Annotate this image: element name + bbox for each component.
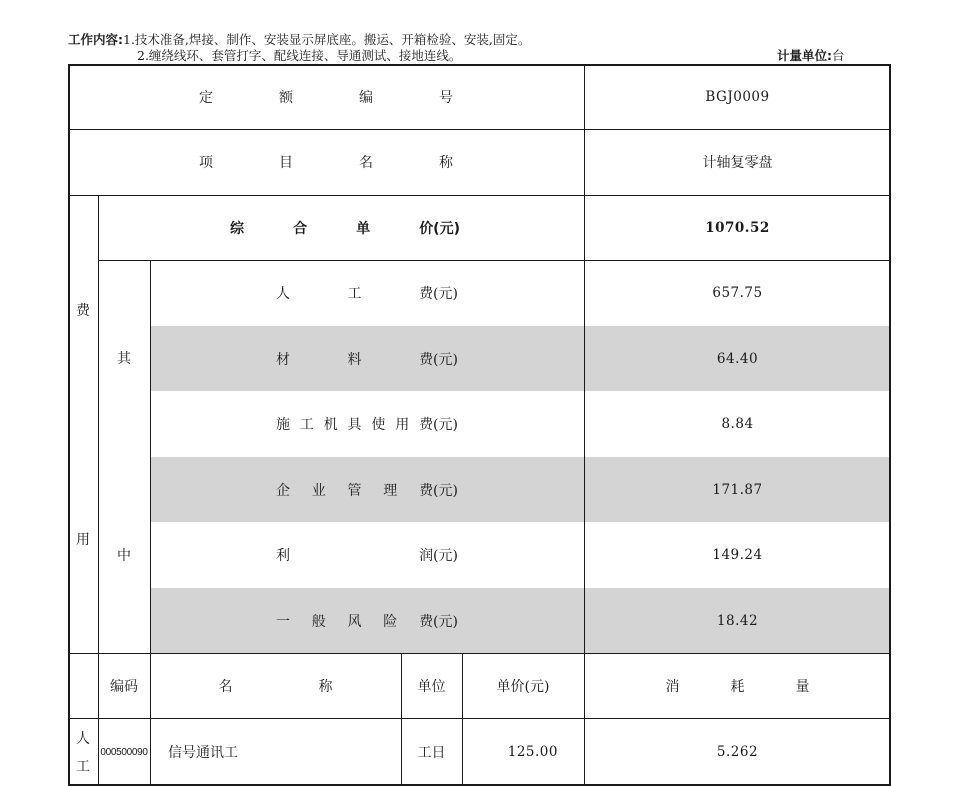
management-fee-label (150, 457, 584, 522)
label-char: 材 (276, 351, 290, 368)
label-char: 合 (293, 220, 308, 237)
label-char: 称 (439, 155, 453, 171)
label-char: 具 (347, 417, 362, 433)
label-char: 额 (279, 89, 293, 106)
row-consumption: 5.262 (716, 744, 759, 760)
item-name-label (68, 129, 584, 195)
vline-price (462, 653, 463, 786)
label-char: 润(元) (419, 548, 458, 564)
labor-category (68, 718, 98, 786)
work-content-line1: 1.技术准备,焊接、制作、安装显示屏底座。搬运、开箱检验、安装,固定。 (123, 32, 531, 47)
label-char: 量 (795, 678, 810, 695)
label-char: 业 (311, 482, 326, 499)
vline-fee (98, 195, 99, 786)
label-char: 综 (230, 220, 244, 237)
label-char: 费(元) (419, 286, 458, 302)
label-char: 中 (117, 547, 131, 564)
label-char: 耗 (730, 678, 745, 695)
hline (68, 718, 891, 719)
label-char: 工 (76, 759, 90, 775)
work-content-label: 工作内容: (68, 32, 123, 47)
row-name: 信号通讯工 (168, 745, 238, 761)
label-char: 工 (299, 417, 314, 433)
work-content-line2: 2.缠绕线环、套管打字、配线连接、导通测试、接地连线。 (137, 48, 462, 63)
measure-unit (777, 46, 845, 64)
row-code: 000500090 (100, 746, 148, 758)
label-char: 费 (76, 302, 90, 319)
label-char: 费(元) (419, 417, 458, 433)
label-char: 费(元) (419, 482, 458, 499)
management-fee-value: 171.87 (712, 481, 763, 498)
label-char: 般 (311, 613, 326, 630)
quota-table (68, 64, 891, 786)
material-fee-label (150, 326, 584, 391)
label-char: 项 (199, 155, 213, 171)
label-char: 目 (279, 155, 293, 171)
border-right (889, 64, 891, 786)
total-price-label (98, 195, 584, 260)
border-left (68, 64, 70, 786)
label-char: 称 (318, 678, 333, 695)
label-char: 用 (395, 417, 410, 433)
label-char: 名 (218, 678, 233, 695)
label-char: 险 (383, 613, 398, 630)
label-char: 费(元) (419, 351, 458, 368)
row-unit-price: 125.00 (507, 744, 558, 760)
label-char: 其 (117, 351, 131, 368)
hline (98, 260, 891, 261)
machinery-fee-label (150, 391, 584, 457)
label-char: 定 (199, 89, 213, 106)
among-label (98, 260, 150, 653)
label-char: 消 (665, 678, 680, 695)
vline-unit (401, 653, 402, 786)
material-fee-value: 64.40 (716, 350, 759, 367)
divider-value-col (584, 64, 585, 653)
item-name-value: 计轴复零盘 (702, 155, 773, 171)
hline (68, 195, 891, 196)
risk-fee-value: 18.42 (716, 612, 759, 629)
hline (68, 653, 891, 654)
label-char: 单 (356, 220, 371, 237)
label-char: 人 (76, 731, 90, 747)
label-char: 机 (323, 417, 338, 433)
label-char: 理 (383, 482, 398, 499)
row-unit: 工日 (417, 745, 446, 761)
col-consumption (584, 653, 891, 718)
measure-unit-value: 台 (832, 48, 845, 63)
machinery-fee-value: 8.84 (721, 416, 754, 432)
label-char: 人 (276, 286, 290, 302)
total-price-value: 1070.52 (705, 219, 770, 236)
col-unit: 单位 (417, 678, 446, 695)
label-char: 管 (347, 482, 362, 499)
col-name (150, 653, 401, 718)
label-char: 名 (359, 155, 373, 171)
label-char: 费(元) (419, 613, 458, 630)
vline-consumption (584, 653, 585, 786)
label-char: 号 (439, 89, 453, 106)
quota-code-label (68, 64, 584, 129)
profit-label (150, 522, 584, 588)
labor-fee-value: 657.75 (712, 285, 763, 301)
hline (68, 129, 891, 130)
label-char: 编 (359, 89, 373, 106)
risk-fee-label (150, 588, 584, 653)
measure-unit-label: 计量单位: (777, 48, 832, 63)
label-char: 施 (276, 417, 290, 433)
quota-code-value: BGJ0009 (705, 88, 770, 105)
label-char: 利 (276, 548, 290, 564)
col-unit-price: 单价(元) (496, 678, 550, 695)
label-char: 风 (347, 613, 362, 630)
label-char: 价(元) (419, 220, 460, 237)
labor-fee-label (150, 260, 584, 326)
fee-label (68, 195, 98, 653)
vline-among (150, 260, 151, 786)
border-top (68, 64, 891, 66)
col-code: 编码 (110, 678, 138, 695)
label-char: 用 (76, 531, 90, 548)
label-char: 工 (347, 286, 362, 302)
profit-value: 149.24 (712, 547, 763, 563)
label-char: 料 (347, 351, 362, 368)
label-char: 使 (371, 417, 386, 433)
label-char: 一 (276, 613, 290, 630)
label-char: 企 (276, 482, 290, 499)
